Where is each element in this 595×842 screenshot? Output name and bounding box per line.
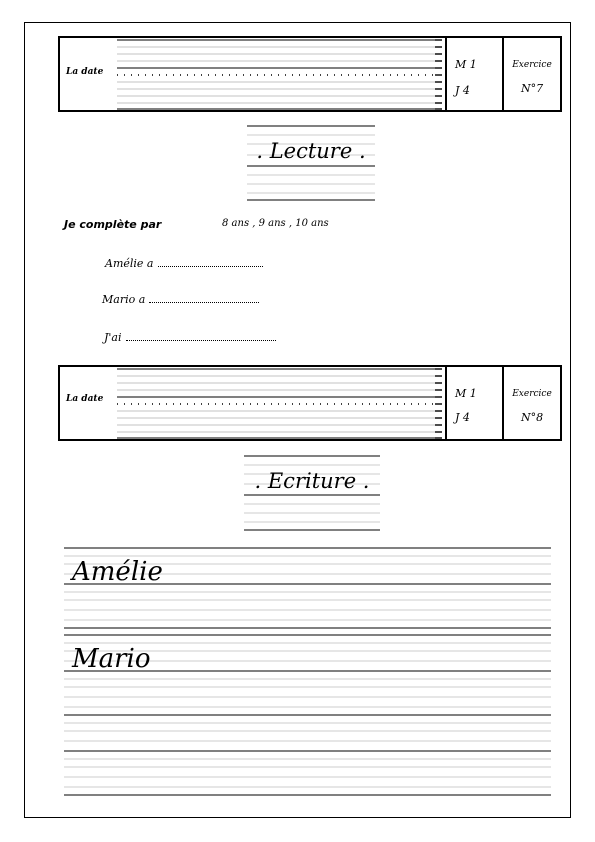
fill-item — [105, 257, 263, 270]
period-cell — [445, 38, 504, 110]
header-box — [58, 36, 562, 112]
ecriture-title-block — [242, 452, 382, 532]
exercise-number: N°8 — [520, 411, 544, 424]
exercise-label: Exercice — [512, 60, 552, 70]
week-label: J 4 — [455, 84, 470, 97]
section-title-lecture: . Lecture . — [256, 139, 366, 163]
answer-blank[interactable] — [149, 296, 259, 303]
fill-item-label: Amélie a — [105, 257, 154, 270]
instruction — [64, 218, 329, 231]
section-title-ecriture: . Ecriture . — [254, 469, 370, 493]
header-box — [58, 365, 562, 441]
date-ruled-lines — [117, 367, 443, 439]
period-label: M 1 — [455, 58, 477, 71]
answer-blank[interactable] — [126, 334, 276, 341]
period-cell — [445, 367, 504, 439]
fill-item — [104, 331, 276, 344]
exercise-cell — [504, 38, 560, 110]
fill-item-label: Mario a — [102, 293, 146, 306]
answer-blank[interactable] — [158, 260, 263, 267]
week-label: J 4 — [455, 411, 470, 424]
date-ruled-lines — [117, 38, 443, 110]
lecture-title-block — [245, 122, 377, 202]
fill-item — [102, 293, 259, 306]
instruction-options: 8 ans , 9 ans , 10 ans — [222, 218, 329, 229]
date-label: La date — [66, 394, 104, 404]
model-word: Mario — [72, 644, 151, 674]
fill-item-label: J'ai — [104, 331, 122, 344]
date-label: La date — [66, 67, 104, 77]
instruction-label: Je complète par — [64, 218, 162, 231]
exercise-number: N°7 — [520, 82, 544, 95]
exercise-label: Exercice — [512, 389, 552, 399]
model-word: Amélie — [72, 557, 163, 587]
period-label: M 1 — [455, 387, 477, 400]
exercise-cell — [504, 367, 560, 439]
